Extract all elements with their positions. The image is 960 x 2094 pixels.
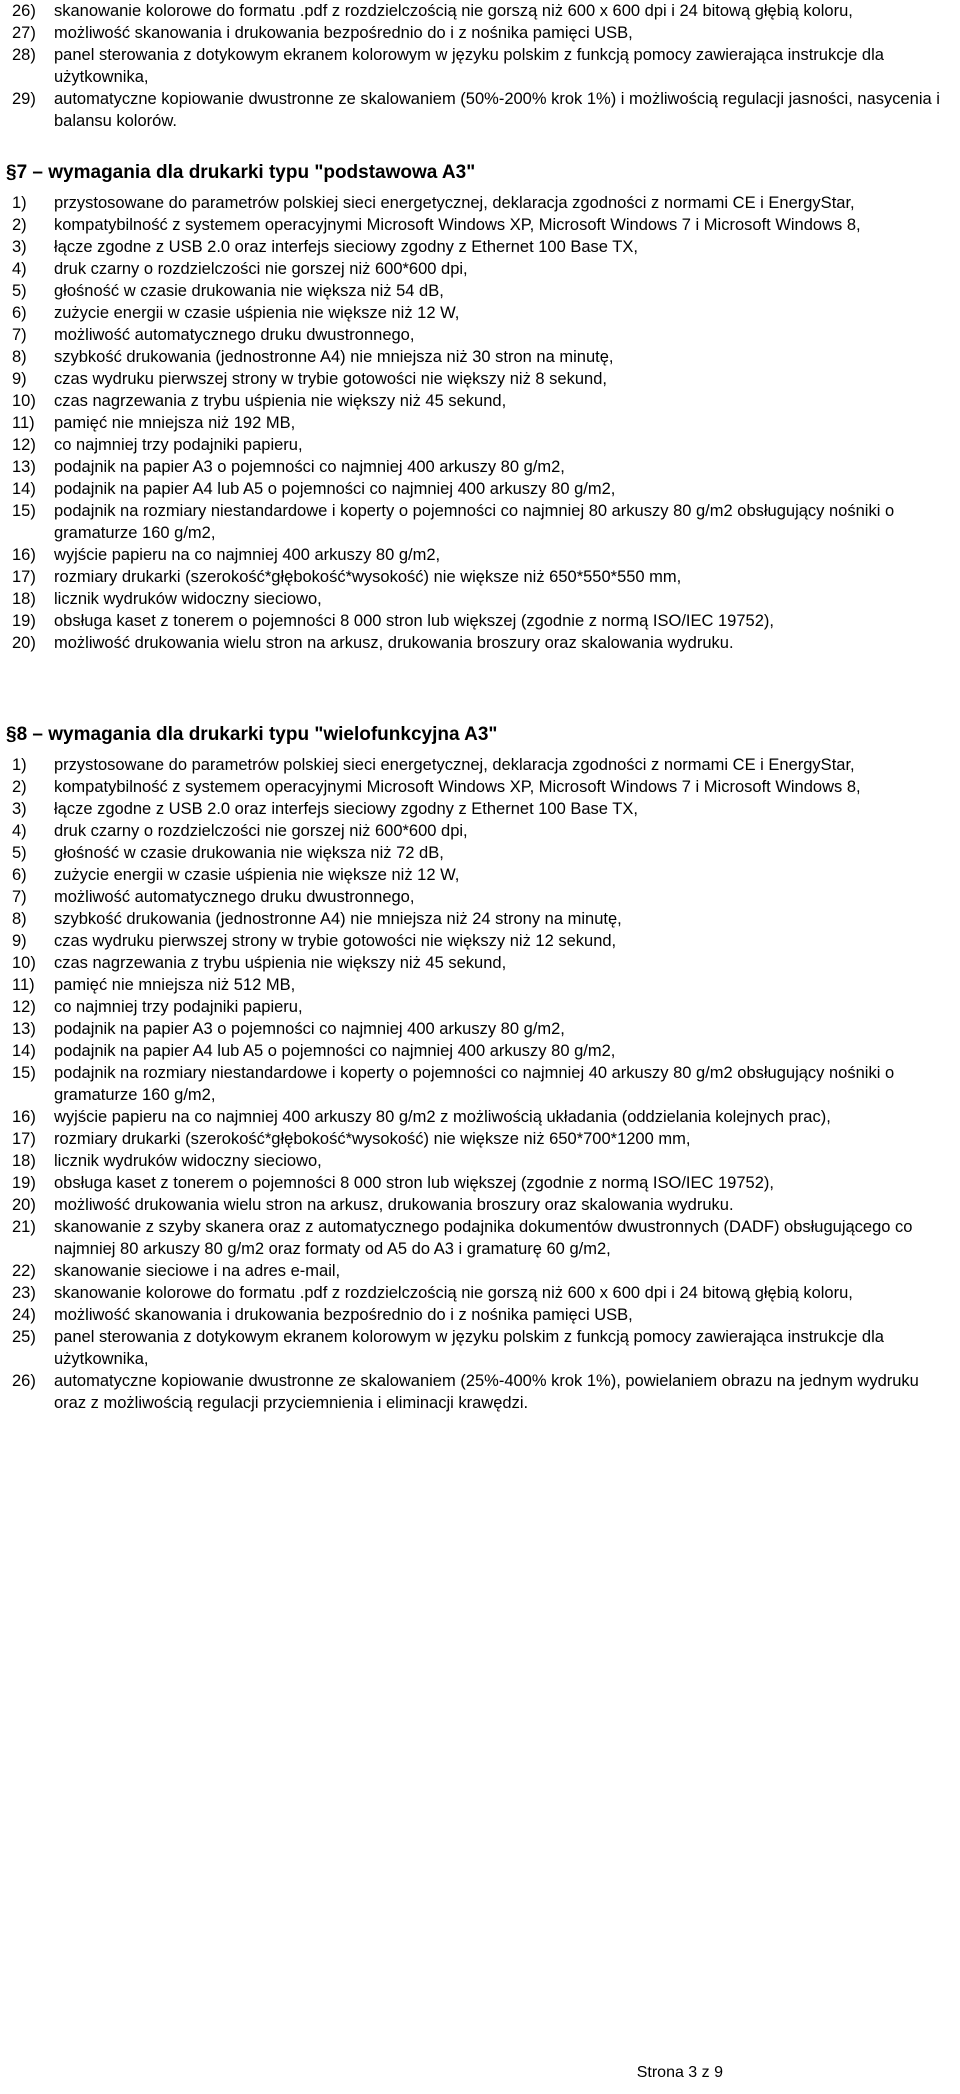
item-text: druk czarny o rozdzielczości nie gorszej niż 600*600 dpi, bbox=[54, 260, 468, 278]
item-text: podajnik na papier A3 o pojemności co najmniej 400 arkuszy 80 g/m2, bbox=[54, 1020, 565, 1038]
item-number: 1) bbox=[12, 194, 27, 212]
item-text: rozmiary drukarki (szerokość*głębokość*wysokość) nie większe niż 650*550*550 mm, bbox=[54, 568, 682, 586]
item-text: kompatybilność z systemem operacyjnymi Microsoft Windows XP, Microsoft Windows 7 i Microsoft Windows 8, bbox=[54, 216, 861, 234]
item-text: licznik wydruków widoczny sieciowo, bbox=[54, 590, 322, 608]
item-number: 20) bbox=[12, 634, 36, 652]
item-number: 17) bbox=[12, 1130, 36, 1148]
item-text: łącze zgodne z USB 2.0 oraz interfejs sieciowy zgodny z Ethernet 100 Base TX, bbox=[54, 800, 638, 818]
list-item bbox=[8, 610, 954, 632]
item-number: 11) bbox=[12, 976, 35, 994]
item-number: 16) bbox=[12, 1108, 36, 1126]
item-number: 17) bbox=[12, 568, 36, 586]
item-number: 6) bbox=[12, 866, 27, 884]
item-number: 5) bbox=[12, 282, 27, 300]
continued-requirements-list bbox=[8, 0, 954, 132]
item-number: 29) bbox=[12, 90, 36, 108]
item-text: wyjście papieru na co najmniej 400 arkuszy 80 g/m2, bbox=[54, 546, 441, 564]
item-number: 8) bbox=[12, 910, 27, 928]
list-item bbox=[8, 1370, 954, 1414]
list-item bbox=[8, 1304, 954, 1326]
item-text: możliwość drukowania wielu stron na arkusz, drukowania broszury oraz skalowania wydruku. bbox=[54, 1196, 734, 1214]
list-item bbox=[8, 588, 954, 610]
item-text: czas nagrzewania z trybu uśpienia nie większy niż 45 sekund, bbox=[54, 392, 507, 410]
item-number: 4) bbox=[12, 822, 27, 840]
item-number: 4) bbox=[12, 260, 27, 278]
list-item bbox=[8, 1326, 954, 1370]
item-text: druk czarny o rozdzielczości nie gorszej niż 600*600 dpi, bbox=[54, 822, 468, 840]
list-item bbox=[8, 632, 954, 654]
list-item bbox=[8, 44, 948, 88]
item-number: 3) bbox=[12, 800, 27, 818]
item-text: wyjście papieru na co najmniej 400 arkuszy 80 g/m2 z możliwością układania (oddzielania kolejnych prac), bbox=[54, 1108, 831, 1126]
item-text: podajnik na papier A3 o pojemności co najmniej 400 arkuszy 80 g/m2, bbox=[54, 458, 565, 476]
item-number: 8) bbox=[12, 348, 27, 366]
list-item bbox=[8, 1282, 954, 1304]
list-item bbox=[8, 930, 954, 952]
item-text: przystosowane do parametrów polskiej sieci energetycznej, deklaracja zgodności z normami CE i EnergyStar, bbox=[54, 756, 855, 774]
list-item bbox=[8, 324, 954, 346]
item-text: możliwość automatycznego druku dwustronnego, bbox=[54, 326, 415, 344]
item-text: automatyczne kopiowanie dwustronne ze skalowaniem (50%-200% krok 1%) i możliwością regulacji jasności, nasycenia i balansu kolorów. bbox=[54, 90, 940, 130]
item-text: skanowanie kolorowe do formatu .pdf z rozdzielczością nie gorszą niż 600 x 600 dpi i 24 bitową głębią koloru, bbox=[54, 1284, 853, 1302]
list-item bbox=[8, 346, 954, 368]
section-7 bbox=[0, 160, 960, 654]
item-text: możliwość skanowania i drukowania bezpośrednio do i z nośnika pamięci USB, bbox=[54, 1306, 633, 1324]
item-text: podajnik na papier A4 lub A5 o pojemności co najmniej 400 arkuszy 80 g/m2, bbox=[54, 480, 616, 498]
list-item bbox=[8, 544, 954, 566]
section-7-title: §7 – wymagania dla drukarki typu "podstawowa A3" bbox=[6, 162, 476, 183]
list-item bbox=[8, 88, 948, 132]
list-item bbox=[8, 236, 954, 258]
item-number: 21) bbox=[12, 1218, 36, 1236]
item-text: skanowanie z szyby skanera oraz z automatycznego podajnika dokumentów dwustronnych (DADF) obsługującego co najmniej 80 arkuszy 80 g/m2 oraz formaty od A5 do A3 i gramaturę 60 g/m2, bbox=[54, 1218, 913, 1258]
item-number: 10) bbox=[12, 954, 36, 972]
item-text: podajnik na rozmiary niestandardowe i koperty o pojemności co najmniej 40 arkuszy 80 g/m2 obsługujący nośniki o gramaturze 160 g/m2, bbox=[54, 1064, 895, 1104]
item-number: 22) bbox=[12, 1262, 36, 1280]
item-number: 28) bbox=[12, 46, 36, 64]
list-item bbox=[8, 886, 954, 908]
item-number: 26) bbox=[12, 2, 36, 20]
list-item bbox=[8, 1216, 954, 1260]
item-text: głośność w czasie drukowania nie większa niż 72 dB, bbox=[54, 844, 444, 862]
item-text: podajnik na papier A4 lub A5 o pojemności co najmniej 400 arkuszy 80 g/m2, bbox=[54, 1042, 616, 1060]
list-item bbox=[8, 952, 954, 974]
item-number: 15) bbox=[12, 502, 36, 520]
list-item bbox=[8, 258, 954, 280]
item-number: 14) bbox=[12, 1042, 36, 1060]
item-number: 6) bbox=[12, 304, 27, 322]
list-item bbox=[8, 390, 954, 412]
item-text: co najmniej trzy podajniki papieru, bbox=[54, 436, 303, 454]
list-item bbox=[8, 974, 954, 996]
section-8 bbox=[0, 722, 960, 1414]
item-number: 18) bbox=[12, 1152, 36, 1170]
item-text: szybkość drukowania (jednostronne A4) nie mniejsza niż 24 strony na minutę, bbox=[54, 910, 622, 928]
item-text: czas nagrzewania z trybu uśpienia nie większy niż 45 sekund, bbox=[54, 954, 507, 972]
item-number: 15) bbox=[12, 1064, 36, 1082]
page-number: Strona 3 z 9 bbox=[636, 2064, 723, 2081]
list-item bbox=[8, 22, 948, 44]
item-text: obsługa kaset z tonerem o pojemności 8 000 stron lub większej (zgodnie z normą ISO/IEC 19752), bbox=[54, 612, 774, 630]
list-item bbox=[8, 908, 954, 930]
item-number: 10) bbox=[12, 392, 36, 410]
item-number: 9) bbox=[12, 932, 27, 950]
item-number: 5) bbox=[12, 844, 27, 862]
list-item bbox=[8, 1194, 954, 1216]
item-number: 20) bbox=[12, 1196, 36, 1214]
item-text: szybkość drukowania (jednostronne A4) nie mniejsza niż 30 stron na minutę, bbox=[54, 348, 614, 366]
list-item bbox=[8, 820, 954, 842]
item-text: zużycie energii w czasie uśpienia nie większe niż 12 W, bbox=[54, 304, 460, 322]
item-text: łącze zgodne z USB 2.0 oraz interfejs sieciowy zgodny z Ethernet 100 Base TX, bbox=[54, 238, 638, 256]
list-item bbox=[8, 842, 954, 864]
item-number: 7) bbox=[12, 326, 27, 344]
item-number: 14) bbox=[12, 480, 36, 498]
item-text: przystosowane do parametrów polskiej sieci energetycznej, deklaracja zgodności z normami CE i EnergyStar, bbox=[54, 194, 855, 212]
section-8-list bbox=[8, 754, 960, 1414]
list-item bbox=[8, 996, 954, 1018]
item-text: możliwość automatycznego druku dwustronnego, bbox=[54, 888, 415, 906]
section-7-list bbox=[8, 192, 960, 654]
item-text: czas wydruku pierwszej strony w trybie gotowości nie większy niż 8 sekund, bbox=[54, 370, 607, 388]
item-number: 12) bbox=[12, 998, 36, 1016]
item-text: kompatybilność z systemem operacyjnymi Microsoft Windows XP, Microsoft Windows 7 i Microsoft Windows 8, bbox=[54, 778, 861, 796]
item-number: 11) bbox=[12, 414, 35, 432]
item-number: 7) bbox=[12, 888, 27, 906]
list-item bbox=[8, 1106, 954, 1128]
item-text: możliwość skanowania i drukowania bezpośrednio do i z nośnika pamięci USB, bbox=[54, 24, 633, 42]
item-text: panel sterowania z dotykowym ekranem kolorowym w języku polskim z funkcją pomocy zawierająca instrukcje dla użytkownika, bbox=[54, 1328, 884, 1368]
item-number: 25) bbox=[12, 1328, 36, 1346]
item-text: zużycie energii w czasie uśpienia nie większe niż 12 W, bbox=[54, 866, 460, 884]
item-number: 2) bbox=[12, 778, 27, 796]
list-item bbox=[8, 280, 954, 302]
list-item bbox=[8, 368, 954, 390]
item-number: 18) bbox=[12, 590, 36, 608]
item-text: panel sterowania z dotykowym ekranem kolorowym w języku polskim z funkcją pomocy zawierająca instrukcje dla użytkownika, bbox=[54, 46, 884, 86]
list-item bbox=[8, 214, 954, 236]
item-number: 1) bbox=[12, 756, 27, 774]
item-text: pamięć nie mniejsza niż 512 MB, bbox=[54, 976, 296, 994]
list-item bbox=[8, 456, 954, 478]
list-item bbox=[8, 1018, 954, 1040]
section-8-title: §8 – wymagania dla drukarki typu "wielofunkcyjna A3" bbox=[6, 724, 498, 745]
list-item bbox=[8, 302, 954, 324]
item-text: podajnik na rozmiary niestandardowe i koperty o pojemności co najmniej 80 arkuszy 80 g/m2 obsługujący nośniki o gramaturze 160 g/m2, bbox=[54, 502, 895, 542]
list-item bbox=[8, 1128, 954, 1150]
list-item bbox=[8, 864, 954, 886]
item-text: możliwość drukowania wielu stron na arkusz, drukowania broszury oraz skalowania wydruku. bbox=[54, 634, 734, 652]
list-item bbox=[8, 776, 954, 798]
item-number: 19) bbox=[12, 612, 36, 630]
list-item bbox=[8, 1172, 954, 1194]
item-number: 24) bbox=[12, 1306, 36, 1324]
item-number: 9) bbox=[12, 370, 27, 388]
item-number: 3) bbox=[12, 238, 27, 256]
list-item bbox=[8, 0, 948, 22]
item-text: rozmiary drukarki (szerokość*głębokość*wysokość) nie większe niż 650*700*1200 mm, bbox=[54, 1130, 691, 1148]
item-text: głośność w czasie drukowania nie większa niż 54 dB, bbox=[54, 282, 444, 300]
item-text: skanowanie kolorowe do formatu .pdf z rozdzielczością nie gorszą niż 600 x 600 dpi i 24 bitową głębią koloru, bbox=[54, 2, 853, 20]
item-number: 19) bbox=[12, 1174, 36, 1192]
list-item bbox=[8, 754, 954, 776]
list-item bbox=[8, 1040, 954, 1062]
list-item bbox=[8, 1062, 954, 1106]
list-item bbox=[8, 192, 954, 214]
list-item bbox=[8, 1150, 954, 1172]
item-number: 13) bbox=[12, 1020, 36, 1038]
item-number: 16) bbox=[12, 546, 36, 564]
item-text: skanowanie sieciowe i na adres e-mail, bbox=[54, 1262, 341, 1280]
list-item bbox=[8, 1260, 954, 1282]
item-text: czas wydruku pierwszej strony w trybie gotowości nie większy niż 12 sekund, bbox=[54, 932, 617, 950]
list-item bbox=[8, 412, 954, 434]
list-item bbox=[8, 500, 954, 544]
list-item bbox=[8, 478, 954, 500]
item-number: 26) bbox=[12, 1372, 36, 1390]
item-text: automatyczne kopiowanie dwustronne ze skalowaniem (25%-400% krok 1%), powielaniem obrazu na jednym wydruku oraz z możliwością regulacji przyciemnienia i eliminacji krawędzi. bbox=[54, 1372, 919, 1412]
item-number: 13) bbox=[12, 458, 36, 476]
item-text: licznik wydruków widoczny sieciowo, bbox=[54, 1152, 322, 1170]
item-number: 23) bbox=[12, 1284, 36, 1302]
item-text: obsługa kaset z tonerem o pojemności 8 000 stron lub większej (zgodnie z normą ISO/IEC 19752), bbox=[54, 1174, 774, 1192]
item-text: pamięć nie mniejsza niż 192 MB, bbox=[54, 414, 296, 432]
item-number: 2) bbox=[12, 216, 27, 234]
list-item bbox=[8, 566, 954, 588]
item-number: 27) bbox=[12, 24, 36, 42]
list-item bbox=[8, 434, 954, 456]
item-text: co najmniej trzy podajniki papieru, bbox=[54, 998, 303, 1016]
item-number: 12) bbox=[12, 436, 36, 454]
list-item bbox=[8, 798, 954, 820]
